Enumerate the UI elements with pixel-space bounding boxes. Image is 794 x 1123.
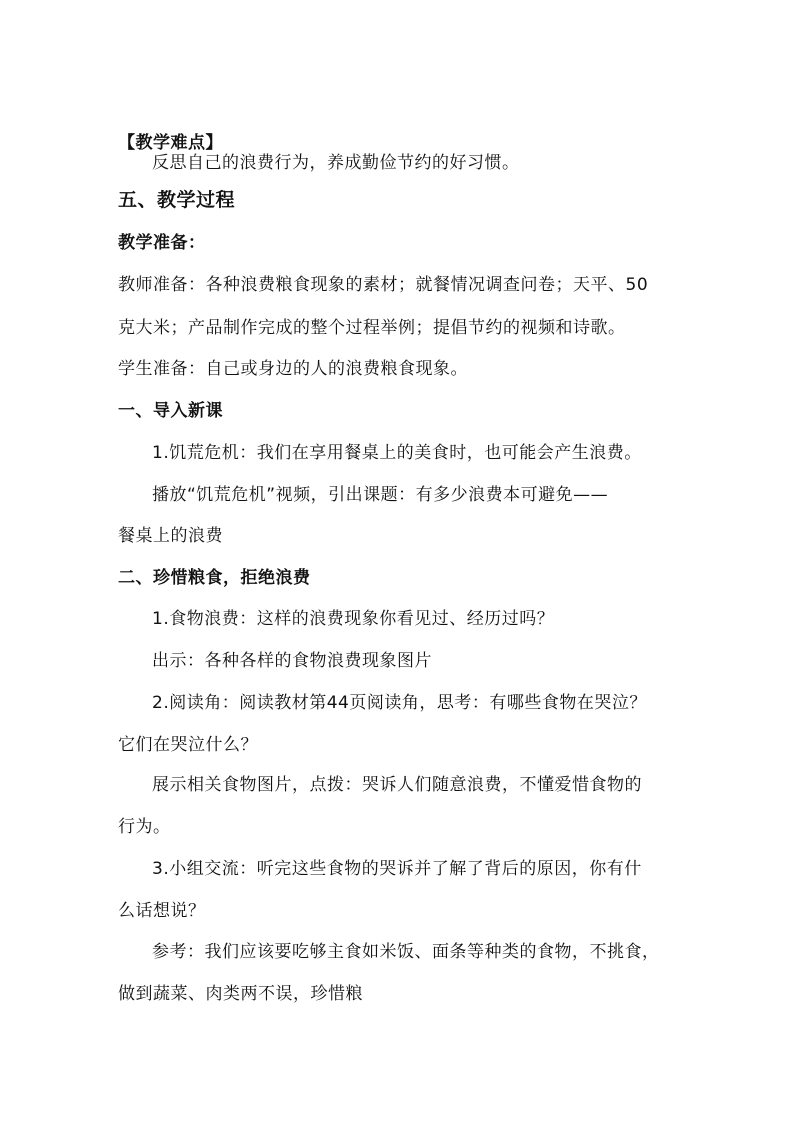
paragraph-show-food-images-cont: 行为。: [118, 817, 171, 837]
paragraph-reference: 参考：我们应该要吃够主食如米饭、面条等种类的食物，不挑食，: [152, 942, 660, 962]
paragraph-reading-corner-cont: 它们在哭泣什么？: [118, 735, 258, 755]
heading-introduction: 一、导入新课: [118, 401, 223, 421]
paragraph-food-waste: 1.食物浪费：这样的浪费现象你看见过、经历过吗？: [152, 609, 555, 629]
paragraph-show-pictures: 出示：各种各样的食物浪费现象图片: [152, 651, 432, 671]
paragraph-group-discussion: 3.小组交流：听完这些食物的哭诉并了解了背后的原因，你有什: [152, 859, 642, 879]
paragraph-reading-corner: 2.阅读角：阅读教材第44页阅读角，思考：有哪些食物在哭泣？: [152, 693, 647, 713]
paragraph-play-video-cont: 餐桌上的浪费: [118, 526, 223, 546]
heading-cherish-food: 二、珍惜粮食，拒绝浪费: [118, 568, 311, 588]
paragraph-group-discussion-cont: 么话想说？: [118, 901, 206, 921]
paragraph-teacher-prep-cont: 克大米；产品制作完成的整个过程举例；提倡节约的视频和诗歌。: [118, 318, 626, 338]
heading-teaching-process: 五、教学过程: [118, 189, 236, 211]
paragraph-difficulty-text: 反思自己的浪费行为，养成勤俭节约的好习惯。: [152, 153, 520, 173]
paragraph-student-prep: 学生准备：自己或身边的人的浪费粮食现象。: [118, 359, 468, 379]
paragraph-reference-cont: 做到蔬菜、肉类两不误，珍惜粮: [118, 984, 363, 1004]
paragraph-show-food-images: 展示相关食物图片，点拨：哭诉人们随意浪费，不懂爱惜食物的: [152, 775, 642, 795]
paragraph-famine-crisis: 1.饥荒危机：我们在享用餐桌上的美食时，也可能会产生浪费。: [152, 443, 642, 463]
heading-teaching-preparation: 教学准备：: [118, 233, 206, 253]
paragraph-teacher-prep: 教师准备：各种浪费粮食现象的素材；就餐情况调查问卷；天平、50: [118, 275, 649, 295]
paragraph-play-video: 播放“饥荒危机”视频，引出课题：有多少浪费本可避免——: [152, 485, 609, 505]
heading-teaching-difficulty: 【教学难点】: [118, 133, 223, 153]
